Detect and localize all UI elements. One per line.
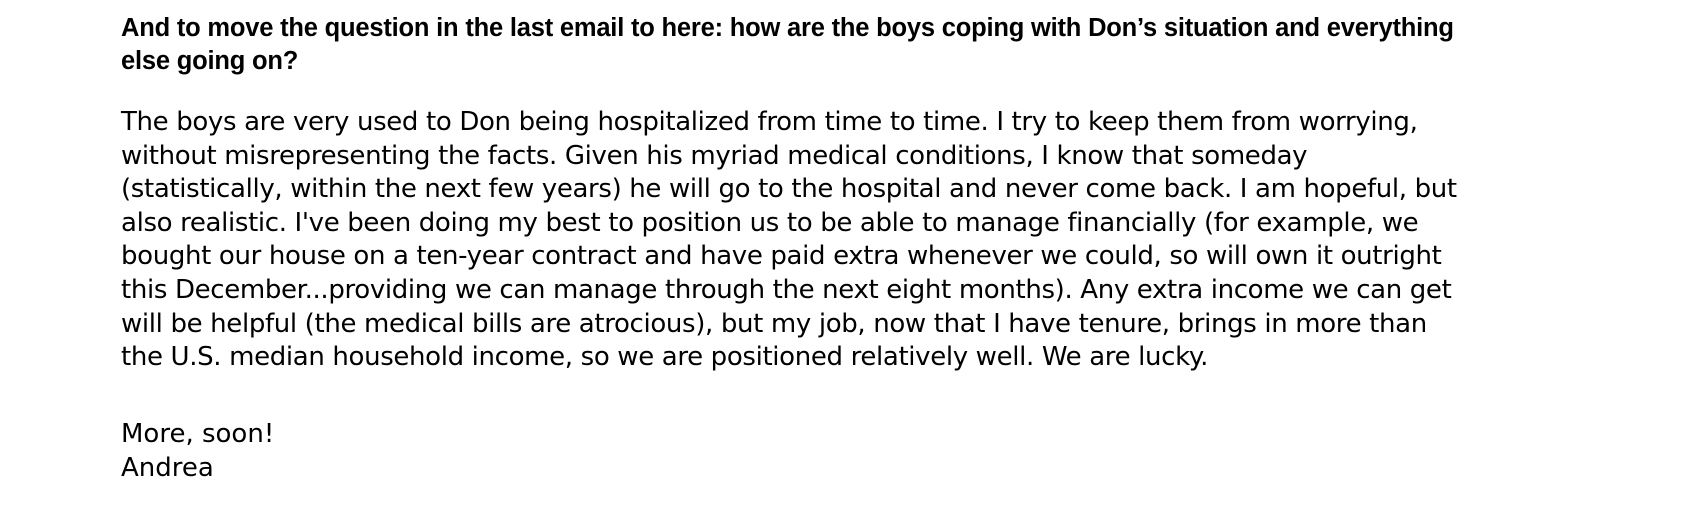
answer-line: without misrepresenting the facts. Given his myriad medical conditions, I know that someday [121, 140, 1308, 171]
email-closing [121, 418, 274, 485]
question-line: And to move the question in the last email to here: how are the boys coping with Don’s situation and everything [121, 14, 1454, 42]
answer-paragraph [121, 106, 1457, 375]
answer-line: The boys are very used to Don being hospitalized from time to time. I try to keep them from worrying, [121, 107, 1418, 137]
answer-line: bought our house on a ten-year contract and have paid extra whenever we could, so will own it outright [121, 241, 1442, 272]
answer-line: the U.S. median household income, so we are positioned relatively well. We are lucky. [121, 342, 1209, 373]
question-heading [121, 12, 1601, 78]
answer-line: this December...providing we can manage through the next eight months). Any extra income we can get [121, 274, 1452, 305]
answer-line: also realistic. I've been doing my best to position us to be able to manage financially (for example, we [121, 207, 1419, 238]
closing-text: More, soon! [121, 419, 275, 449]
question-line: else going on? [121, 47, 299, 75]
answer-line: (statistically, within the next few years) he will go to the hospital and never come back. I am hopeful, but [121, 174, 1457, 205]
email-document [121, 12, 1601, 483]
signature-name: Andrea [121, 452, 214, 483]
answer-line: will be helpful (the medical bills are atrocious), but my job, now that I have tenure, brings in more than [121, 308, 1427, 339]
